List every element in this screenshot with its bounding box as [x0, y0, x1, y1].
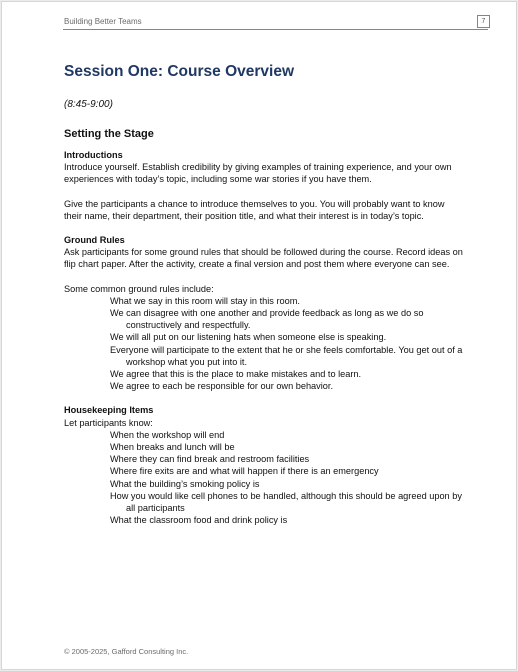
introductions-heading: Introductions	[64, 150, 123, 160]
list-item: Where they can find break and restroom facilities	[110, 454, 310, 465]
list-item: We agree that this is the place to make mistakes and to learn.	[110, 369, 362, 380]
housekeeping-intro: Let participants know:	[64, 417, 153, 428]
page-content	[64, 62, 464, 526]
copyright-footer: © 2005-2025, Gafford Consulting Inc.	[64, 647, 189, 656]
list-item: What the building’s smoking policy is	[110, 478, 260, 489]
ground-rules-list	[64, 295, 464, 393]
list-item: We can disagree with one another and provide feedback as long as we do so constructively and respectfully.	[110, 308, 424, 331]
time-range: (8:45-9:00)	[64, 99, 113, 110]
list-item: How you would like cell phones to be handled, although this should be agreed upon by all participants	[110, 490, 462, 514]
list-item: When breaks and lunch will be	[110, 442, 235, 453]
ground-rules-paragraph: Ask participants for some ground rules that should be followed during the course. Record ideas on flip chart paper. After the activity, create a final version and post them where everyone can see.	[64, 247, 463, 270]
list-item: We agree to each be responsible for our own behavior.	[110, 381, 334, 392]
running-header: Building Better Teams	[64, 17, 142, 26]
document-page	[2, 2, 516, 669]
housekeeping-heading: Housekeeping Items	[64, 405, 154, 416]
header-rule	[63, 29, 488, 30]
ground-rules-intro: Some common ground rules include:	[64, 283, 214, 294]
list-item: What we say in this room will stay in this room.	[110, 295, 300, 306]
list-item: We will all put on our listening hats when someone else is speaking.	[110, 332, 387, 343]
introductions-paragraph-2: Give the participants a chance to introduce themselves to you. You will probably want to know their name, their department, their position title, and what their interest is in today’s topic.	[64, 198, 445, 221]
list-item: Everyone will participate to the extent that he or she feels comfortable. You get out of a workshop what you put into it.	[110, 344, 463, 367]
introductions-paragraph-1: Introduce yourself. Establish credibility by giving examples of training experience, and your own experiences with today’s topic, including some war stories if you have them.	[64, 162, 452, 185]
ground-rules-heading: Ground Rules	[64, 235, 125, 246]
list-item: Where fire exits are and what will happen if there is an emergency	[110, 466, 379, 477]
list-item: When the workshop will end	[110, 429, 225, 440]
session-title: Session One: Course Overview	[64, 63, 295, 80]
list-item: What the classroom food and drink policy is	[110, 515, 288, 526]
housekeeping-list	[64, 429, 464, 527]
section-title: Setting the Stage	[64, 128, 154, 140]
page-number-badge: 7	[477, 15, 490, 28]
